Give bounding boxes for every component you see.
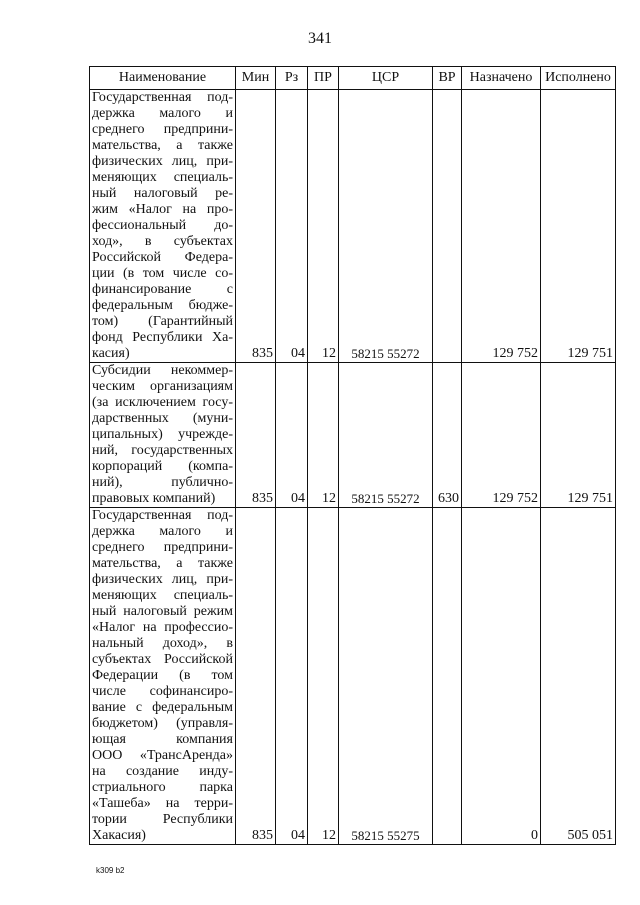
row-name-line: (за исключением госу- bbox=[92, 395, 233, 410]
row-min-cell: 835 bbox=[236, 508, 276, 845]
header-assigned: Назначено bbox=[462, 67, 541, 90]
row-pr-cell: 12 bbox=[308, 363, 339, 508]
row-pr-cell: 12 bbox=[308, 508, 339, 845]
table-row bbox=[90, 508, 616, 845]
row-name-line: субъектах Российской bbox=[92, 652, 233, 667]
row-name-line: ход», в субъектах bbox=[92, 234, 233, 249]
table-row bbox=[90, 90, 616, 363]
row-name-line: ции (в том числе со- bbox=[92, 266, 233, 281]
row-csr-cell: 58215 55272 bbox=[339, 90, 433, 363]
row-name-line: Государственная под- bbox=[92, 90, 233, 105]
row-name-line: Государственная под- bbox=[92, 508, 233, 523]
row-assigned-cell: 0 bbox=[462, 508, 541, 845]
row-executed-cell: 129 751 bbox=[541, 363, 616, 508]
row-name-line: среднего предприни- bbox=[92, 540, 233, 555]
row-name-line: финансирование с bbox=[92, 282, 233, 297]
row-name-line: фессиональный до- bbox=[92, 218, 233, 233]
header-row bbox=[90, 67, 616, 90]
row-name-line: «Налог на профессио- bbox=[92, 620, 233, 635]
row-name-line: Хакасия) bbox=[92, 828, 146, 843]
budget-table bbox=[89, 66, 616, 845]
row-name-line: Субсидии некоммер- bbox=[92, 363, 233, 378]
header-pr: ПР bbox=[308, 67, 339, 90]
row-name-line: правовых компаний) bbox=[92, 491, 216, 506]
row-name-line: ный налоговый ре- bbox=[92, 186, 233, 201]
row-name-line: Российской Федера- bbox=[92, 250, 233, 265]
row-name-line: физических лиц, при- bbox=[92, 572, 233, 587]
header-rz: Рз bbox=[276, 67, 308, 90]
row-name-line: Федерации (в том bbox=[92, 668, 233, 683]
row-name-line: ческим организациям bbox=[92, 379, 233, 394]
row-assigned-cell: 129 752 bbox=[462, 363, 541, 508]
row-name-cell bbox=[90, 90, 236, 363]
row-name-line: федеральным бюдже- bbox=[92, 298, 233, 313]
row-rz-cell: 04 bbox=[276, 363, 308, 508]
row-name-line: среднего предприни- bbox=[92, 122, 233, 137]
row-name-line: меняющих специаль- bbox=[92, 170, 233, 185]
row-name-line: ний), публично- bbox=[92, 475, 233, 490]
row-name-line: нальный доход», в bbox=[92, 636, 233, 651]
row-name-line: жим «Налог на про- bbox=[92, 202, 233, 217]
row-name-line: ципальных) учрежде- bbox=[92, 427, 233, 442]
row-name-line: том) (Гарантийный bbox=[92, 314, 233, 329]
row-name-cell bbox=[90, 363, 236, 508]
row-pr-cell: 12 bbox=[308, 90, 339, 363]
row-name-line: «Ташеба» на терри- bbox=[92, 796, 233, 811]
row-rz-cell: 04 bbox=[276, 90, 308, 363]
header-min: Мин bbox=[236, 67, 276, 90]
row-name-line: мательства, а также bbox=[92, 138, 233, 153]
header-vr: ВР bbox=[433, 67, 462, 90]
row-min-cell: 835 bbox=[236, 363, 276, 508]
row-name-line: ний, государственных bbox=[92, 443, 233, 458]
row-name-line: ющая компания bbox=[92, 732, 233, 747]
row-name-line: числе софинансиро- bbox=[92, 684, 233, 699]
row-name-line: дарственных (муни- bbox=[92, 411, 233, 426]
row-name-line: меняющих специаль- bbox=[92, 588, 233, 603]
page-number: 341 bbox=[308, 30, 332, 47]
row-executed-cell: 129 751 bbox=[541, 90, 616, 363]
row-rz-cell: 04 bbox=[276, 508, 308, 845]
header-name: Наименование bbox=[90, 67, 236, 90]
header-executed: Исполнено bbox=[541, 67, 616, 90]
row-assigned-cell: 129 752 bbox=[462, 90, 541, 363]
row-name-line: мательства, а также bbox=[92, 556, 233, 571]
row-name-line: фонд Республики Ха- bbox=[92, 330, 233, 345]
row-executed-cell: 505 051 bbox=[541, 508, 616, 845]
row-name-line: вание с федеральным bbox=[92, 700, 233, 715]
row-name-line: касия) bbox=[92, 346, 130, 361]
row-name-line: стриального парка bbox=[92, 780, 233, 795]
table-body bbox=[90, 90, 616, 845]
row-name-cell bbox=[90, 508, 236, 845]
row-vr-cell: 630 bbox=[433, 363, 462, 508]
row-name-line: тории Республики bbox=[92, 812, 233, 827]
footer-code: k309 b2 bbox=[96, 866, 125, 875]
row-name-line: ООО «ТрансАренда» bbox=[92, 748, 233, 763]
row-csr-cell: 58215 55275 bbox=[339, 508, 433, 845]
row-csr-cell: 58215 55272 bbox=[339, 363, 433, 508]
row-name-line: держка малого и bbox=[92, 106, 233, 121]
row-name-line: держка малого и bbox=[92, 524, 233, 539]
header-csr: ЦСР bbox=[339, 67, 433, 90]
row-name-line: на создание инду- bbox=[92, 764, 233, 779]
row-vr-cell bbox=[433, 508, 462, 845]
table-row bbox=[90, 363, 616, 508]
row-min-cell: 835 bbox=[236, 90, 276, 363]
row-name-line: бюджетом) (управля- bbox=[92, 716, 233, 731]
row-name-line: физических лиц, при- bbox=[92, 154, 233, 169]
row-name-line: корпораций (компа- bbox=[92, 459, 233, 474]
row-name-line: ный налоговый режим bbox=[92, 604, 233, 619]
row-vr-cell bbox=[433, 90, 462, 363]
